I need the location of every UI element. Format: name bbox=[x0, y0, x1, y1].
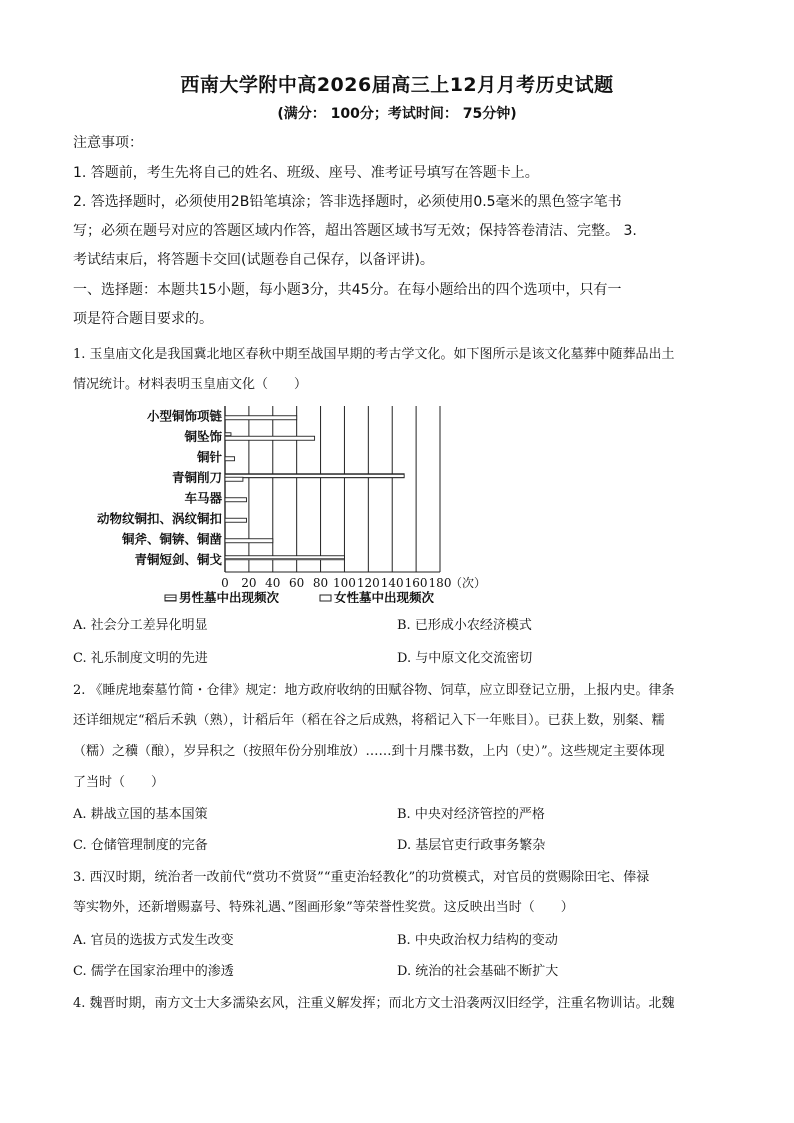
chart-category-labels bbox=[97, 408, 223, 567]
notice-heading: 注意事项： bbox=[73, 135, 143, 151]
option-a[interactable]: A. 社会分工差异化明显 bbox=[73, 618, 208, 633]
question-stem: （糯）之䆊（酿），岁异积之（按照年份分别堆放）……到十月牒书数，上内（史）”。这些规定主要体现 bbox=[73, 744, 665, 759]
option-c[interactable]: C. 礼乐制度文明的先进 bbox=[73, 651, 208, 666]
section-heading: 项是符合题目要求的。 bbox=[73, 311, 213, 327]
option-a[interactable]: A. 官员的选拔方式发生改变 bbox=[73, 933, 234, 948]
question-stem: 4. 魏晋时期，南方文士大多濡染玄风，注重义解发挥；而北方文士沿袭两汉旧经学，注重名物训诂。北魏 bbox=[73, 996, 675, 1011]
option-d[interactable]: D. 统治的社会基础不断扩大 bbox=[397, 964, 559, 979]
bar-female bbox=[225, 457, 235, 461]
bar-male bbox=[225, 474, 404, 478]
x-axis-unit: （次） bbox=[450, 576, 487, 590]
notice-line: 1. 答题前，考生先将自己的姓名、班级、座号、准考证号填写在答题卡上。 bbox=[73, 165, 539, 181]
chart-bars bbox=[225, 416, 404, 560]
option-d[interactable]: D. 基层官吏行政事务繁杂 bbox=[397, 838, 546, 853]
burial-goods-bar-chart bbox=[70, 398, 530, 603]
category-label: 动物纹铜扣、涡纹铜扣 bbox=[96, 510, 222, 526]
option-b[interactable]: B. 中央对经济管控的严格 bbox=[397, 807, 545, 822]
bar-female bbox=[225, 436, 315, 440]
x-tick-label: 160 bbox=[404, 576, 428, 590]
x-tick-label: 180 bbox=[428, 576, 452, 590]
category-label: 小型铜饰项链 bbox=[146, 408, 222, 424]
x-tick-label: 40 bbox=[265, 576, 281, 590]
option-a[interactable]: A. 耕战立国的基本国策 bbox=[73, 807, 208, 822]
category-label: 青铜短剑、铜戈 bbox=[134, 551, 222, 567]
legend-label: 男性墓中出现频次 bbox=[179, 590, 280, 603]
category-label: 铜坠饰 bbox=[184, 428, 222, 444]
category-label: 铜斧、铜锛、铜凿 bbox=[121, 531, 222, 547]
bar-female bbox=[225, 416, 297, 420]
option-c[interactable]: C. 仓储管理制度的完备 bbox=[73, 838, 208, 853]
bar-female bbox=[225, 498, 247, 502]
question-stem: 情况统计。材料表明玉皇庙文化（ ） bbox=[73, 377, 308, 392]
category-label: 铜针 bbox=[196, 449, 222, 465]
bar-male bbox=[225, 556, 344, 560]
x-tick-label: 100 bbox=[332, 576, 356, 590]
question-stem: 等实物外，还新增赐嘉号、特殊礼遇、”图画形象”等荣誉性奖赏。这反映出当时（ ） bbox=[73, 900, 574, 915]
notice-line: 考试结束后，将答题卡交回(试题卷自己保存，以备评讲)。 bbox=[73, 252, 434, 268]
page-title: 西南大学附中高2026届高三上12月月考历史试题 bbox=[180, 74, 614, 96]
x-tick-label: 80 bbox=[312, 576, 329, 590]
notice-line: 2. 答选择题时，必须使用2B铅笔填涂；答非选择题时，必须使用0.5毫米的黑色签字笔书 bbox=[73, 194, 622, 210]
question-stem: 了当时（ ） bbox=[73, 775, 165, 790]
x-tick-label: 0 bbox=[221, 576, 229, 590]
legend-swatch bbox=[320, 595, 331, 601]
chart-grid bbox=[225, 406, 440, 572]
option-b[interactable]: B. 中央政治权力结构的变动 bbox=[397, 933, 558, 948]
question-stem: 1. 玉皇庙文化是我国冀北地区春秋中期至战国早期的考古学文化。如下图所示是该文化墓葬中随葬品出土 bbox=[73, 347, 675, 362]
bar-female bbox=[225, 518, 247, 522]
x-tick-label: 140 bbox=[380, 576, 404, 590]
option-d[interactable]: D. 与中原文化交流密切 bbox=[397, 651, 533, 666]
notice-line: 写；必须在题号对应的答题区域内作答，超出答题区域书写无效；保持答卷清洁、完整。 3. bbox=[73, 223, 637, 239]
legend-swatch bbox=[165, 595, 176, 601]
x-tick-label: 120 bbox=[356, 576, 380, 590]
x-tick-label: 20 bbox=[241, 576, 257, 590]
category-label: 青铜削刀 bbox=[171, 469, 222, 485]
bar-female bbox=[225, 539, 273, 543]
x-tick-label: 60 bbox=[289, 576, 305, 590]
chart-legend bbox=[165, 590, 435, 603]
question-stem: 还详细规定“稻后禾孰（熟），计稻后年（稻在谷之后成熟，将稻记入下一年账目）。已获上数，别粲、糯 bbox=[73, 713, 665, 728]
chart-tick-labels bbox=[221, 575, 486, 590]
legend-label: 女性墓中出现频次 bbox=[334, 590, 435, 603]
bar-female bbox=[225, 477, 243, 481]
page-subtitle: (满分： 100分；考试时间： 75分钟) bbox=[277, 106, 517, 122]
option-b[interactable]: B. 已形成小农经济模式 bbox=[397, 618, 532, 633]
category-label: 车马器 bbox=[184, 490, 222, 506]
section-heading: 一、选择题：本题共15小题，每小题3分，共45分。在每小题给出的四个选项中，只有一 bbox=[73, 282, 622, 298]
option-c[interactable]: C. 儒学在国家治理中的渗透 bbox=[73, 964, 234, 979]
question-stem: 3. 西汉时期，统治者一改前代“赏功不赏贤”“重吏治轻教化”的功赏模式，对官员的赏赐除田宅、俸禄 bbox=[73, 870, 650, 885]
question-stem: 2. 《睡虎地秦墓竹简・仓律》规定：地方政府收纳的田赋谷物、饲草，应立即登记立册，上报内史。律条 bbox=[73, 683, 675, 698]
